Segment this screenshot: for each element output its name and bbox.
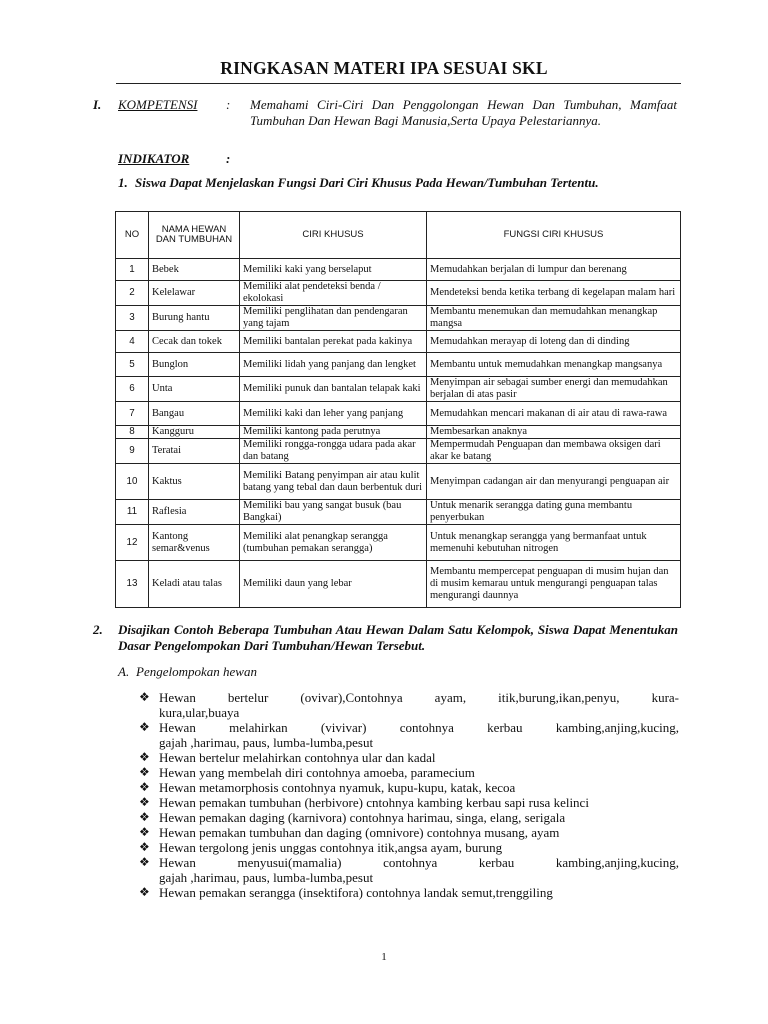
diamond-bullet-icon: ❖ xyxy=(139,765,150,779)
cell-no: 9 xyxy=(116,439,149,464)
cell-ciri: Memiliki penglihatan dan pendengaran yang tajam xyxy=(240,306,427,331)
list-item xyxy=(139,810,679,825)
list-item xyxy=(139,720,679,750)
table-row xyxy=(116,439,681,464)
list-item-continuation: gajah ,harimau, paus, lumba-lumba,pesut xyxy=(159,735,374,750)
header-fungsi: FUNGSI CIRI KHUSUS xyxy=(427,212,681,259)
cell-ciri: Memiliki punuk dan bantalan telapak kaki xyxy=(240,377,427,402)
cell-fungsi: Menyimpan cadangan air dan menyurangi penguapan air xyxy=(427,464,681,500)
list-item-text: Hewan menyusui(mamalia) contohnya kerbau kambing,anjing,kucing, xyxy=(159,855,679,870)
page-title: RINGKASAN MATERI IPA SESUAI SKL xyxy=(220,58,548,78)
cell-ciri: Memiliki bau yang sangat busuk (bau Bangkai) xyxy=(240,500,427,525)
subsection-a-title: Pengelompokan hewan xyxy=(136,664,257,679)
cell-no: 11 xyxy=(116,500,149,525)
table-row xyxy=(116,306,681,331)
diamond-bullet-icon: ❖ xyxy=(139,720,150,734)
cell-nama: Kantong semar&venus xyxy=(149,525,240,561)
cell-ciri: Memiliki daun yang lebar xyxy=(240,561,427,608)
cell-ciri: Memiliki Batang penyimpan air atau kulit batang yang tebal dan daun berbentuk duri xyxy=(240,464,427,500)
diamond-bullet-icon: ❖ xyxy=(139,825,150,839)
list-item-text: Hewan melahirkan (vivivar) contohnya kerbau kambing,anjing,kucing, xyxy=(159,720,679,735)
list-item xyxy=(139,795,679,810)
cell-no: 7 xyxy=(116,402,149,426)
page-number: 1 xyxy=(381,951,387,963)
cell-ciri: Memiliki kaki dan leher yang panjang xyxy=(240,402,427,426)
kompetensi-label: KOMPETENSI xyxy=(118,97,198,112)
diamond-bullet-icon: ❖ xyxy=(139,795,150,809)
cell-ciri: Memiliki rongga-rongga udara pada akar dan batang xyxy=(240,439,427,464)
cell-no: 2 xyxy=(116,281,149,306)
cell-fungsi: Membantu mempercepat penguapan di musim hujan dan di musim kemarau untuk mengurangi penguapan talas mengurangi daunnya xyxy=(427,561,681,608)
list-item xyxy=(139,840,679,855)
diamond-bullet-icon: ❖ xyxy=(139,810,150,824)
list-item-text: Hewan bertelur (ovivar),Contohnya ayam, itik,burung,ikan,penyu, kura- xyxy=(159,690,679,705)
list-item xyxy=(139,765,679,780)
list-item xyxy=(139,855,679,885)
header-nama: NAMA HEWAN DAN TUMBUHAN xyxy=(149,212,240,259)
cell-fungsi: Memudahkan mencari makanan di air atau di rawa-rawa xyxy=(427,402,681,426)
cell-fungsi: Untuk menangkap serangga yang bermanfaat untuk memenuhi kebutuhan nitrogen xyxy=(427,525,681,561)
cell-nama: Keladi atau talas xyxy=(149,561,240,608)
table-row xyxy=(116,464,681,500)
cell-ciri: Memiliki kaki yang berselaput xyxy=(240,259,427,281)
title-underline xyxy=(116,83,681,84)
table-row xyxy=(116,500,681,525)
list-item-text: Hewan metamorphosis contohnya nyamuk, kupu-kupu, katak, kecoa xyxy=(159,780,516,795)
table-header-row xyxy=(116,212,681,259)
pengelompokan-list xyxy=(139,690,679,900)
cell-no: 8 xyxy=(116,426,149,439)
cell-nama: Kaktus xyxy=(149,464,240,500)
cell-nama: Bangau xyxy=(149,402,240,426)
indikator-item-text: Siswa Dapat Menjelaskan Fungsi Dari Ciri Khusus Pada Hewan/Tumbuhan Tertentu. xyxy=(135,175,599,190)
indikator-label: INDIKATOR xyxy=(118,151,190,166)
list-item-text: Hewan pemakan daging (karnivora) contohnya harimau, singa, elang, serigala xyxy=(159,810,566,825)
table-row xyxy=(116,331,681,353)
cell-no: 6 xyxy=(116,377,149,402)
table-row xyxy=(116,281,681,306)
section-2-text: Disajikan Contoh Beberapa Tumbuhan Atau Hewan Dalam Satu Kelompok, Siswa Dapat Menentukan Dasar Pengelompokan Dari Tumbuhan/Hewan Tersebut. xyxy=(118,622,678,653)
cell-no: 12 xyxy=(116,525,149,561)
kompetensi-colon: : xyxy=(226,97,231,112)
indikator-item-number: 1. xyxy=(118,175,128,190)
cell-nama: Unta xyxy=(149,377,240,402)
list-item-text: Hewan pemakan serangga (insektifora) contohnya landak semut,trenggiling xyxy=(159,885,553,900)
table-row xyxy=(116,353,681,377)
cell-fungsi: Memudahkan berjalan di lumpur dan berenang xyxy=(427,259,681,281)
cell-fungsi: Membantu menemukan dan memudahkan menangkap mangsa xyxy=(427,306,681,331)
cell-nama: Bebek xyxy=(149,259,240,281)
header-ciri: CIRI KHUSUS xyxy=(240,212,427,259)
cell-no: 13 xyxy=(116,561,149,608)
cell-fungsi: Untuk menarik serangga dating guna membantu penyerbukan xyxy=(427,500,681,525)
cell-no: 5 xyxy=(116,353,149,377)
list-item xyxy=(139,750,679,765)
cell-ciri: Memiliki kantong pada perutnya xyxy=(240,426,427,439)
cell-nama: Teratai xyxy=(149,439,240,464)
cell-fungsi: Membantu untuk memudahkan menangkap mangsanya xyxy=(427,353,681,377)
cell-no: 4 xyxy=(116,331,149,353)
cell-no: 10 xyxy=(116,464,149,500)
list-item xyxy=(139,690,679,720)
kompetensi-number: I. xyxy=(93,97,102,112)
cell-no: 1 xyxy=(116,259,149,281)
cell-fungsi: Memudahkan merayap di loteng dan di dinding xyxy=(427,331,681,353)
table-row xyxy=(116,377,681,402)
diamond-bullet-icon: ❖ xyxy=(139,840,150,854)
cell-fungsi: Membesarkan anaknya xyxy=(427,426,681,439)
diamond-bullet-icon: ❖ xyxy=(139,885,150,899)
list-item-text: Hewan pemakan tumbuhan dan daging (omnivore) contohnya musang, ayam xyxy=(159,825,560,840)
header-no: NO xyxy=(116,212,149,259)
list-item-text: Hewan pemakan tumbuhan (herbivore) cntohnya kambing kerbau sapi rusa kelinci xyxy=(159,795,589,810)
subsection-a-letter: A. xyxy=(118,664,130,679)
list-item xyxy=(139,885,679,900)
cell-nama: Cecak dan tokek xyxy=(149,331,240,353)
list-item xyxy=(139,825,679,840)
list-item-text: Hewan bertelur melahirkan contohnya ular dan kadal xyxy=(159,750,436,765)
list-item-continuation: gajah ,harimau, paus, lumba-lumba,pesut xyxy=(159,870,374,885)
table-row xyxy=(116,561,681,608)
cell-nama: Bunglon xyxy=(149,353,240,377)
table-row xyxy=(116,426,681,439)
list-item-text: Hewan tergolong jenis unggas contohnya itik,angsa ayam, burung xyxy=(159,840,503,855)
table-row xyxy=(116,402,681,426)
diamond-bullet-icon: ❖ xyxy=(139,780,150,794)
cell-fungsi: Menyimpan air sebagai sumber energi dan memudahkan berjalan di atas pasir xyxy=(427,377,681,402)
list-item-text: Hewan yang membelah diri contohnya amoeba, paramecium xyxy=(159,765,475,780)
list-item xyxy=(139,780,679,795)
diamond-bullet-icon: ❖ xyxy=(139,855,150,869)
cell-ciri: Memiliki alat pendeteksi benda / ekolokasi xyxy=(240,281,427,306)
ciri-khusus-table xyxy=(115,211,681,608)
cell-ciri: Memiliki alat penangkap serangga (tumbuhan pemakan serangga) xyxy=(240,525,427,561)
cell-fungsi: Mempermudah Penguapan dan membawa oksigen dari akar ke batang xyxy=(427,439,681,464)
table-row xyxy=(116,525,681,561)
table-body xyxy=(116,259,681,608)
section-2-number: 2. xyxy=(93,622,103,637)
diamond-bullet-icon: ❖ xyxy=(139,690,150,704)
cell-nama: Kelelawar xyxy=(149,281,240,306)
cell-nama: Burung hantu xyxy=(149,306,240,331)
kompetensi-text: Memahami Ciri-Ciri Dan Penggolongan Hewan Dan Tumbuhan, Mamfaat Tumbuhan Dan Hewan Bagi Manusia,Serta Upaya Pelestariannya. xyxy=(250,97,677,128)
cell-ciri: Memiliki bantalan perekat pada kakinya xyxy=(240,331,427,353)
table-row xyxy=(116,259,681,281)
diamond-bullet-icon: ❖ xyxy=(139,750,150,764)
cell-no: 3 xyxy=(116,306,149,331)
cell-fungsi: Mendeteksi benda ketika terbang di kegelapan malam hari xyxy=(427,281,681,306)
cell-nama: Kangguru xyxy=(149,426,240,439)
cell-nama: Raflesia xyxy=(149,500,240,525)
indikator-colon: : xyxy=(226,151,231,166)
list-item-continuation: kura,ular,buaya xyxy=(159,705,240,720)
cell-ciri: Memiliki lidah yang panjang dan lengket xyxy=(240,353,427,377)
